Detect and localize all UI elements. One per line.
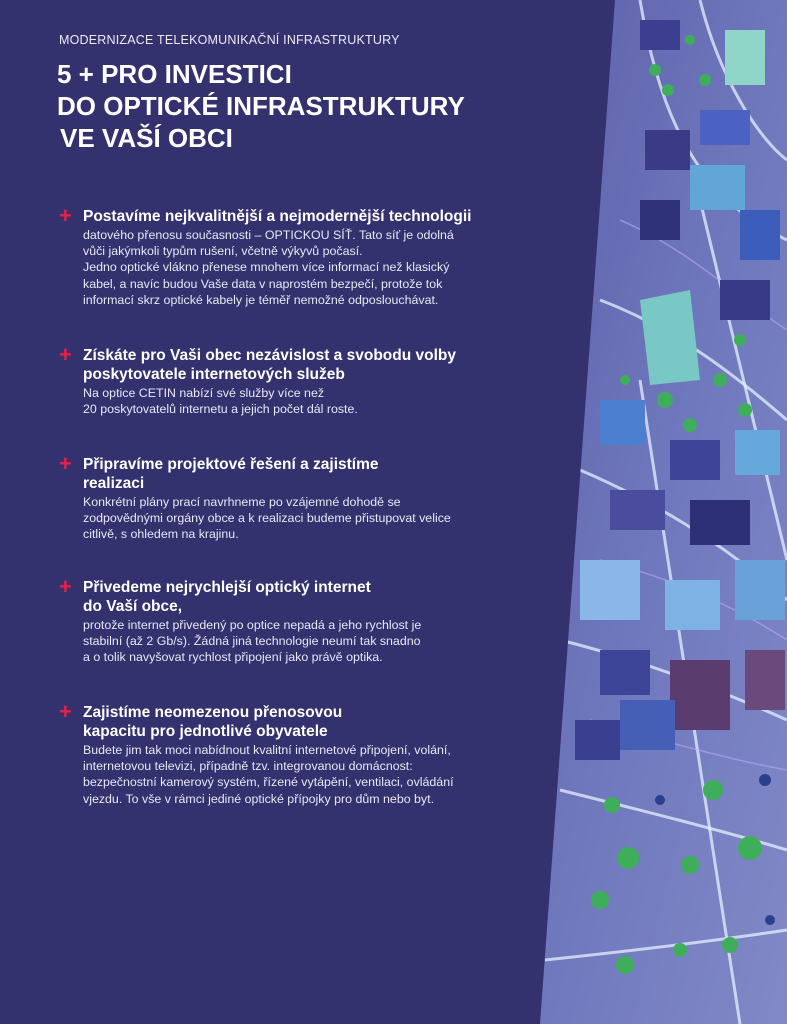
- text-line: Přivedeme nejrychlejší optický internet: [83, 579, 371, 596]
- benefit-body: [83, 617, 529, 666]
- text-line: citlivě, s ohledem na krajinu.: [83, 527, 239, 542]
- text-line: realizaci: [83, 475, 145, 492]
- text-line: stabilní (až 2 Gb/s). Žádná jiná technologie neumí tak snadno: [83, 634, 421, 649]
- text-line: Na optice CETIN nabízí své služby více než: [83, 386, 325, 400]
- title-line-2: DO OPTICKÉ INFRASTRUKTURY: [57, 91, 465, 121]
- plus-icon: +: [59, 451, 72, 476]
- benefit-heading: [83, 578, 529, 616]
- benefit-body: [83, 385, 529, 417]
- text-line: Budete jim tak moci nabídnout kvalitní internetové připojení, volání,: [83, 743, 451, 757]
- title-line-1: 5 + PRO INVESTICI: [57, 59, 292, 89]
- benefit-item-5: [59, 699, 529, 807]
- text-line: bezpečnostní kamerový systém, řízené vytápění, ventilaci, ovládání: [83, 775, 454, 790]
- benefit-item-1: [59, 203, 529, 308]
- benefit-body: [83, 227, 529, 308]
- text-line: informací skrz optické kabely je téměř nemožné odposlouchávat.: [83, 292, 439, 307]
- title-line-3: VE VAŠÍ OBCI: [60, 123, 233, 153]
- benefit-heading: [83, 455, 529, 493]
- benefit-body: [83, 494, 529, 543]
- text-line: Jedno optické vlákno přenese mnohem více informací než klasický: [83, 260, 450, 275]
- benefit-heading: [83, 346, 529, 384]
- benefit-body: [83, 742, 529, 807]
- benefit-item-2: [59, 342, 529, 417]
- text-line: Konkrétní plány prací navrhneme po vzájemné dohodě se: [83, 495, 401, 509]
- text-line: internetovou televizi, případně tzv. integrovanou domácnost:: [83, 759, 413, 774]
- kicker-heading: MODERNIZACE TELEKOMUNIKAČNÍ INFRASTRUKTURY: [59, 33, 400, 47]
- text-line: vjezdu. To vše v rámci jediné optické přípojky pro dům nebo byt.: [83, 791, 435, 806]
- plus-icon: +: [59, 699, 72, 724]
- text-line: Připravíme projektové řešení a zajistíme: [83, 456, 379, 473]
- text-line: kabel, a navíc budou Vaše data v naprostém bezpečí, protože tok: [83, 276, 443, 291]
- benefit-heading: [83, 703, 529, 741]
- benefit-item-4: [59, 574, 529, 666]
- text-line: vůči jakýmkoli typům rušení, včetně výkyvů počasí.: [83, 244, 363, 259]
- text-line: Zajistíme neomezenou přenosovou: [83, 704, 343, 721]
- text-line: a o tolik navyšovat rychlost připojení jako právě optika.: [83, 650, 383, 665]
- text-line: kapacitu pro jednotlivé obyvatele: [83, 723, 328, 740]
- text-line: poskytovatele internetových služeb: [83, 366, 345, 383]
- text-line: Získáte pro Vaši obec nezávislost a svobodu volby: [83, 347, 456, 364]
- plus-icon: +: [59, 203, 72, 228]
- text-line: datového přenosu současnosti – OPTICKOU SÍŤ. Tato síť je odolná: [83, 228, 454, 242]
- plus-icon: +: [59, 574, 72, 599]
- text-line: Postavíme nejkvalitnější a nejmodernější technologii: [83, 208, 472, 225]
- text-line: do Vaší obce,: [83, 598, 183, 615]
- text-line: zodpovědnými orgány obce a k realizaci budeme přistupovat velice: [83, 511, 451, 526]
- page-title: [57, 58, 465, 154]
- plus-icon: +: [59, 342, 72, 367]
- text-line: protože internet přivedený po optice nepadá a jeho rychlost je: [83, 618, 422, 632]
- benefit-item-3: [59, 451, 529, 543]
- text-line: 20 poskytovatelů internetu a jejich počet dál roste.: [83, 402, 358, 417]
- benefit-heading: [83, 207, 529, 226]
